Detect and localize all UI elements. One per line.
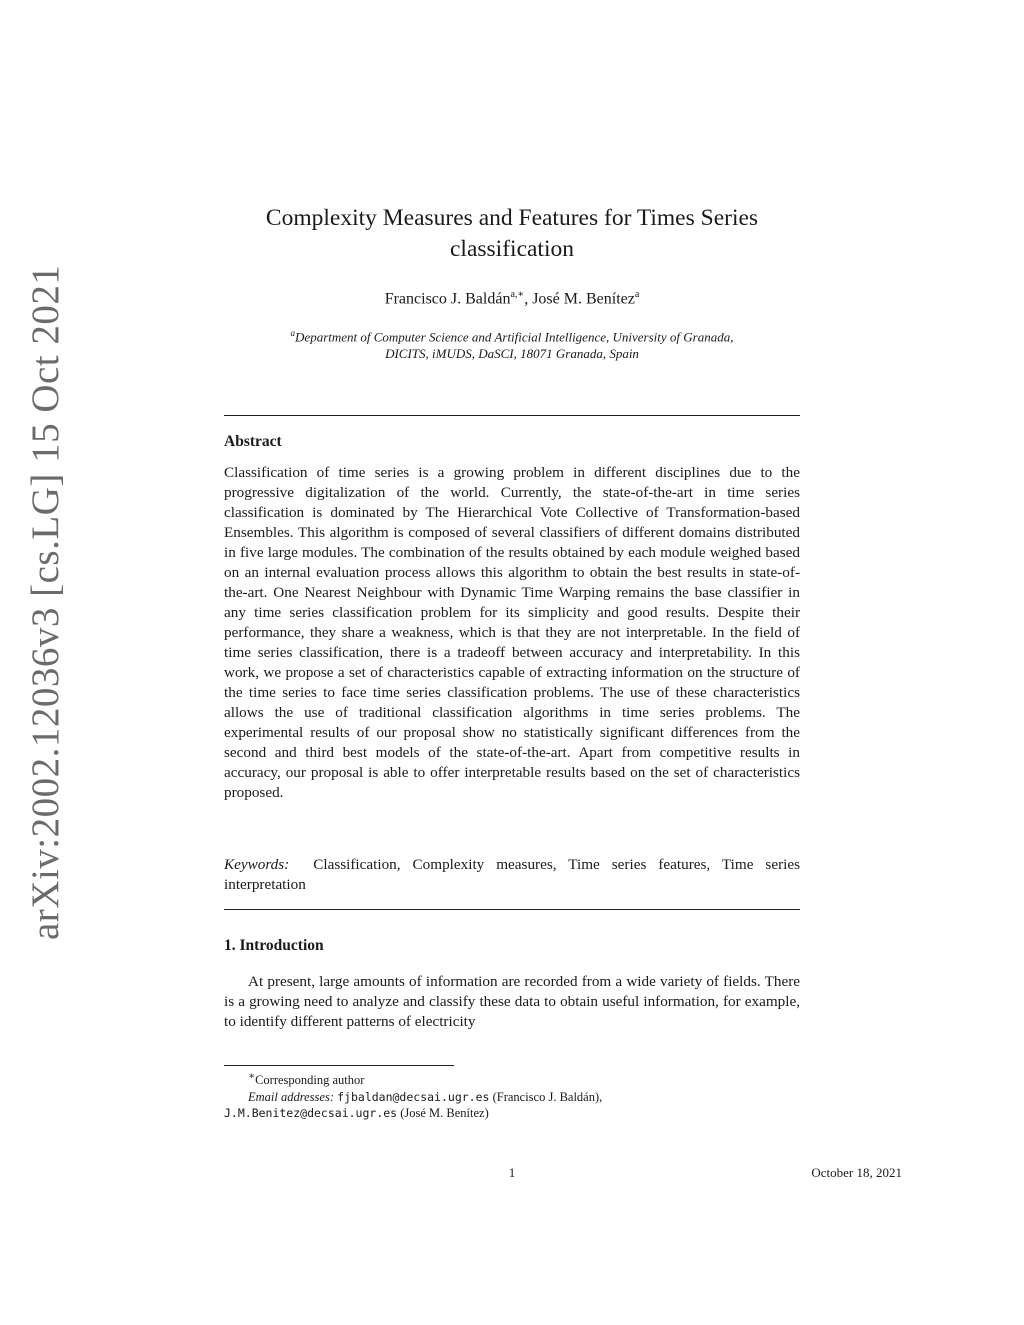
- page-number: 1: [508, 1165, 516, 1180]
- email-label: Email addresses:: [248, 1089, 334, 1104]
- author-list: [224, 289, 800, 308]
- footnotes: [224, 1069, 800, 1122]
- footnote-emails: Email addresses: fjbaldan@decsai.ugr.es (Francisco J. Baldán),: [248, 1089, 603, 1104]
- keywords: [224, 855, 800, 895]
- footnote-corresponding: ∗Corresponding author: [248, 1071, 365, 1088]
- author-name: José M. Benítez: [532, 290, 635, 308]
- author-affiliation-marker: a,∗: [510, 289, 525, 300]
- affiliation-line: DICITS, iMUDS, DaSCI, 18071 Granada, Spain: [385, 346, 639, 362]
- abstract-text: Classification of time series is a growing problem in different disciplines due to the progressive digitalization of the world. Currently, the state-of-the-art in time series classification is dominated by The Hierarchical Vote Collective of Transformation-based Ensembles. This algorithm is composed of several classifiers of different domains distributed in five large modules. The combination of the results obtained by each module weighed based on an internal evaluation process allows this algorithm to obtain the best results in state-of-the-art. One Nearest Neighbour with Dynamic Time Warping remains the base classifier in any time series classification problem for its simplicity and good results. Despite their performance, they share a weakness, which is that they are not interpretable. In the field of time series classification, there is a tradeoff between accuracy and interpretability. In this work, we propose a set of characteristics capable of extracting information on the structure of the time series to face time series classification problems. The use of these characteristics allows the use of traditional classification algorithms in time series problems. The experimental results of our proposal show no statistically significant differences from the second and third best models of the state-of-the-art. Apart from competitive results in accuracy, our proposal is able to offer interpretable results based on the set of characteristics proposed.: [224, 464, 800, 801]
- affiliation-line: $^a$Department of Computer Science and Artificial Intelligence, University of Granada,: [290, 328, 734, 345]
- introduction-paragraph: At present, large amounts of information are recorded from a wide variety of fields. There is a growing need to analyze and classify these data to obtain useful information, for example, to identify different patterns of electricity: [224, 973, 800, 1030]
- keywords-label: Keywords:: [224, 856, 290, 873]
- abstract-bottom-rule: [224, 909, 800, 910]
- section-heading-introduction: 1. Introduction: [224, 937, 324, 954]
- abstract-top-rule: [224, 415, 800, 416]
- author-separator: ,: [524, 290, 533, 308]
- author-affiliation-marker: a: [634, 289, 640, 300]
- author-name: Francisco J. Baldán: [384, 290, 511, 308]
- email-link[interactable]: J.M.Benitez@decsai.ugr.es: [224, 1106, 398, 1121]
- page-date: October 18, 2021: [811, 1165, 902, 1180]
- email-link[interactable]: fjbaldan@decsai.ugr.es: [337, 1089, 490, 1104]
- affiliation: [224, 325, 800, 362]
- abstract-heading: Abstract: [224, 433, 282, 450]
- footnote-emails-cont: J.M.Benitez@decsai.ugr.es (José M. Benítez): [224, 1106, 489, 1121]
- keywords-text: Classification, Complexity measures, Time series features, Time series interpretation: [224, 856, 800, 893]
- affiliation-marker: a: [290, 328, 296, 338]
- paper-title: Complexity Measures and Features for Times Series classification: [265, 205, 759, 262]
- footnote-rule: [224, 1065, 454, 1066]
- arxiv-identifier-stamp: arXiv:2002.12036v3 [cs.LG] 15 Oct 2021: [24, 264, 67, 940]
